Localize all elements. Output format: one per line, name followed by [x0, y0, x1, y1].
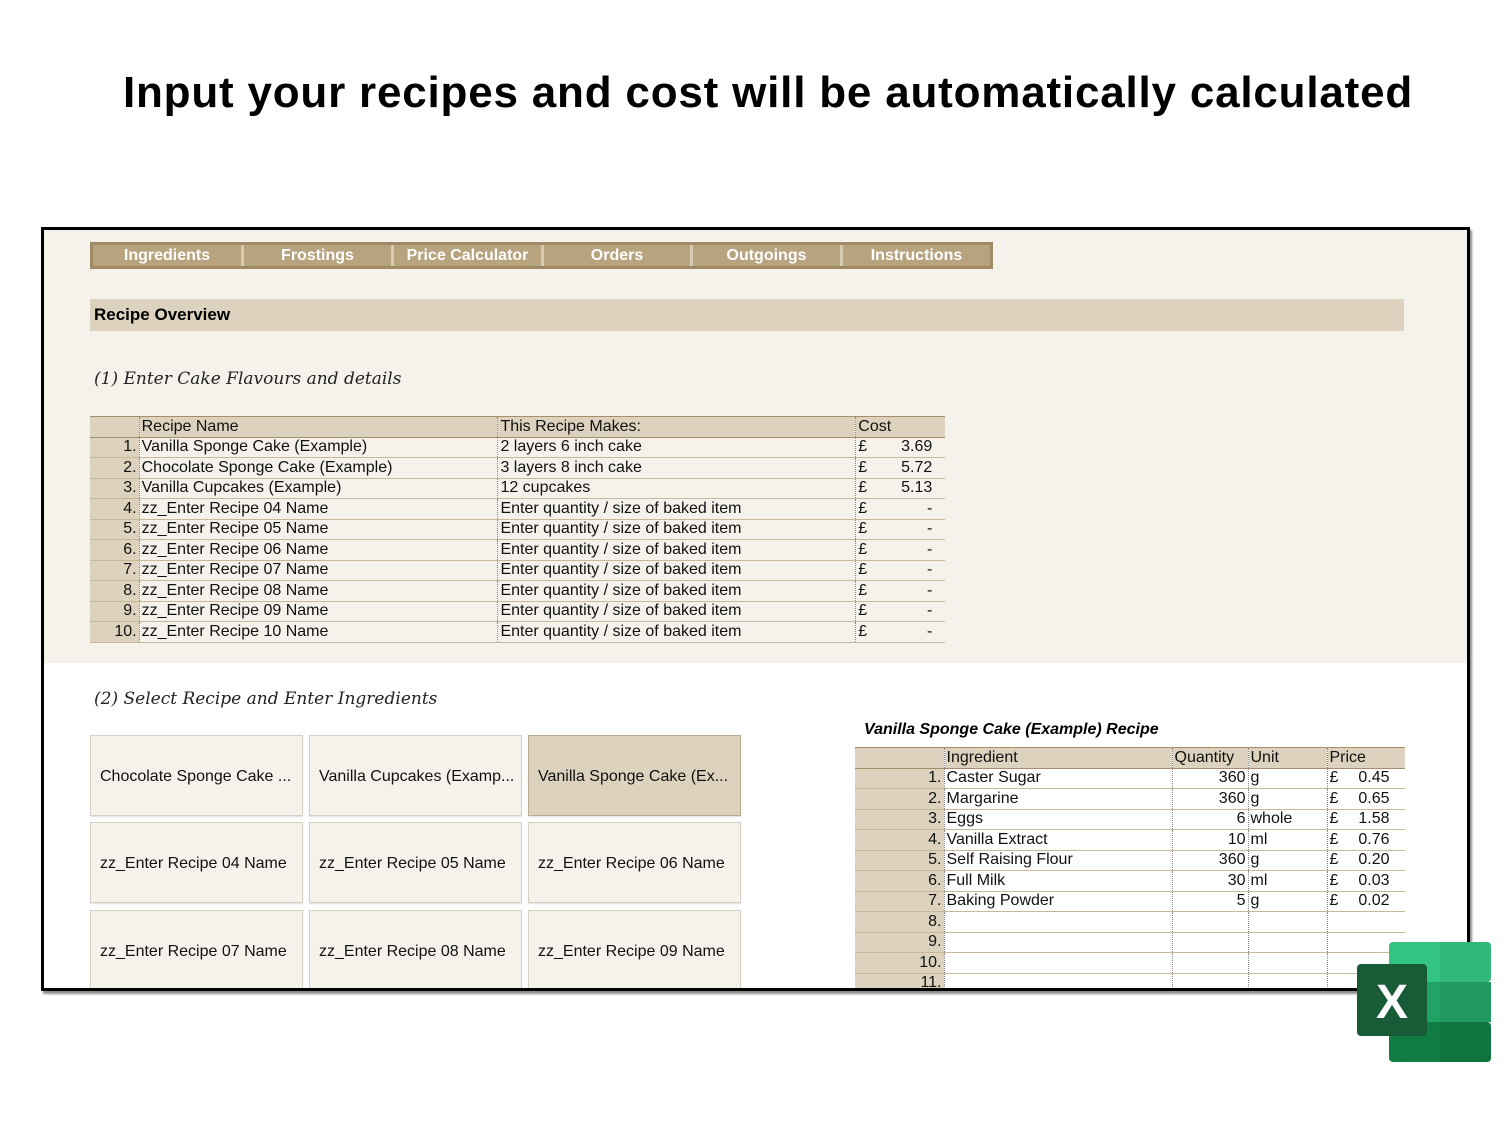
recipe-tile[interactable]: zz_Enter Recipe 06 Name — [528, 822, 741, 903]
row-number: 7. — [90, 560, 139, 581]
quantity-cell[interactable] — [1172, 912, 1248, 933]
cost-value: - — [926, 602, 933, 620]
recipe-name-cell[interactable]: Chocolate Sponge Cake (Example) — [139, 458, 498, 479]
unit-cell[interactable] — [1248, 912, 1327, 933]
row-number: 6. — [90, 540, 139, 561]
row-number: 3. — [90, 478, 139, 499]
recipe-tile[interactable]: Chocolate Sponge Cake ... — [90, 735, 303, 816]
ingredient-cell[interactable] — [944, 953, 1172, 974]
quantity-cell[interactable] — [1172, 932, 1248, 953]
spreadsheet-window — [41, 227, 1470, 991]
row-number: 2. — [855, 789, 944, 810]
price-cell — [1327, 891, 1405, 912]
table-row — [90, 581, 945, 602]
ingredient-cell[interactable]: Caster Sugar — [944, 768, 1172, 789]
recipe-makes-cell[interactable]: 2 layers 6 inch cake — [498, 437, 856, 458]
header-ingredient: Ingredient — [944, 748, 1172, 769]
recipe-makes-cell[interactable]: 3 layers 8 inch cake — [498, 458, 856, 479]
recipe-name-cell[interactable]: zz_Enter Recipe 08 Name — [139, 581, 498, 602]
recipe-tile[interactable]: zz_Enter Recipe 05 Name — [309, 822, 522, 903]
sheet-navigation — [90, 242, 993, 269]
row-number: 10. — [855, 953, 944, 974]
recipe-cost-cell — [856, 437, 945, 458]
selected-recipe-title: Vanilla Sponge Cake (Example) Recipe — [864, 721, 1159, 738]
price-cell — [1327, 789, 1405, 810]
table-row — [855, 850, 1405, 871]
unit-cell[interactable]: g — [1248, 850, 1327, 871]
quantity-cell[interactable] — [1172, 973, 1248, 991]
table-row — [90, 478, 945, 499]
currency-symbol: £ — [858, 458, 868, 476]
nav-button-ingredients[interactable]: Ingredients — [93, 245, 244, 266]
excel-logo-icon — [1357, 942, 1491, 1062]
price-cell — [1327, 850, 1405, 871]
table-row — [855, 953, 1405, 974]
quantity-cell[interactable]: 6 — [1172, 809, 1248, 830]
ingredient-cell[interactable]: Self Raising Flour — [944, 850, 1172, 871]
cost-value: - — [926, 622, 933, 640]
currency-symbol: £ — [858, 561, 868, 579]
price-cell — [1327, 912, 1405, 933]
table-row — [90, 519, 945, 540]
recipe-tile[interactable]: Vanilla Cupcakes (Examp... — [309, 735, 522, 816]
recipe-tile[interactable]: zz_Enter Recipe 07 Name — [90, 910, 303, 991]
currency-symbol: £ — [1329, 810, 1339, 828]
header-unit: Unit — [1248, 748, 1327, 769]
recipe-tile[interactable]: zz_Enter Recipe 09 Name — [528, 910, 741, 991]
nav-button-price-calculator[interactable]: Price Calculator — [394, 245, 544, 266]
ingredient-cell[interactable]: Vanilla Extract — [944, 830, 1172, 851]
nav-button-instructions[interactable]: Instructions — [843, 245, 990, 266]
currency-symbol: £ — [1329, 769, 1339, 787]
unit-cell[interactable] — [1248, 973, 1327, 991]
section-title: Recipe Overview — [90, 299, 1404, 331]
cost-value: - — [926, 520, 933, 538]
recipe-tile[interactable]: zz_Enter Recipe 08 Name — [309, 910, 522, 991]
unit-cell[interactable] — [1248, 953, 1327, 974]
cost-value: 5.72 — [901, 458, 933, 476]
currency-symbol: £ — [1329, 892, 1339, 910]
quantity-cell[interactable]: 360 — [1172, 789, 1248, 810]
table-row — [855, 973, 1405, 991]
quantity-cell[interactable] — [1172, 953, 1248, 974]
price-value: 0.20 — [1358, 851, 1390, 869]
row-number: 8. — [90, 581, 139, 602]
currency-symbol: £ — [858, 581, 868, 599]
price-value: 0.65 — [1358, 789, 1390, 807]
row-number: 8. — [855, 912, 944, 933]
table-row — [90, 622, 945, 643]
row-number: 1. — [90, 437, 139, 458]
nav-button-orders[interactable]: Orders — [544, 245, 693, 266]
currency-symbol: £ — [1329, 871, 1339, 889]
table-row — [90, 437, 945, 458]
recipe-makes-cell[interactable]: Enter quantity / size of baked item — [498, 622, 856, 643]
recipe-cost-cell — [856, 499, 945, 520]
unit-cell[interactable] — [1248, 932, 1327, 953]
recipe-cost-cell — [856, 622, 945, 643]
recipe-tile[interactable]: Vanilla Sponge Cake (Ex... — [528, 735, 741, 816]
row-number: 9. — [90, 601, 139, 622]
ingredient-cell[interactable] — [944, 912, 1172, 933]
unit-cell[interactable]: ml — [1248, 871, 1327, 892]
table-row — [855, 891, 1405, 912]
recipe-name-cell[interactable]: zz_Enter Recipe 09 Name — [139, 601, 498, 622]
table-row — [855, 932, 1405, 953]
row-number: 4. — [855, 830, 944, 851]
recipe-cost-cell — [856, 601, 945, 622]
cost-value: 5.13 — [901, 479, 933, 497]
recipe-overview-table — [90, 416, 945, 643]
nav-button-outgoings[interactable]: Outgoings — [693, 245, 843, 266]
ingredient-cell[interactable] — [944, 973, 1172, 991]
table-row — [855, 789, 1405, 810]
header-recipe-makes: This Recipe Makes: — [498, 417, 856, 438]
recipe-name-cell[interactable]: Vanilla Sponge Cake (Example) — [139, 437, 498, 458]
row-number-header — [855, 748, 944, 769]
quantity-cell[interactable]: 30 — [1172, 871, 1248, 892]
recipe-cost-cell — [856, 458, 945, 479]
unit-cell[interactable]: g — [1248, 891, 1327, 912]
currency-symbol: £ — [858, 602, 868, 620]
recipe-name-cell[interactable]: zz_Enter Recipe 07 Name — [139, 560, 498, 581]
price-cell — [1327, 809, 1405, 830]
recipe-makes-cell[interactable]: Enter quantity / size of baked item — [498, 601, 856, 622]
currency-symbol: £ — [1329, 851, 1339, 869]
table-row — [90, 540, 945, 561]
recipe-cost-cell — [856, 540, 945, 561]
currency-symbol: £ — [858, 499, 868, 517]
price-value: 0.02 — [1358, 892, 1390, 910]
price-cell — [1327, 830, 1405, 851]
header-cost: Cost — [856, 417, 945, 438]
row-number: 4. — [90, 499, 139, 520]
currency-symbol: £ — [858, 540, 868, 558]
row-number: 6. — [855, 871, 944, 892]
ingredient-cell[interactable] — [944, 932, 1172, 953]
price-value: 0.45 — [1358, 769, 1390, 787]
table-row — [90, 458, 945, 479]
row-number: 7. — [855, 891, 944, 912]
recipe-name-cell[interactable]: zz_Enter Recipe 06 Name — [139, 540, 498, 561]
header-price: Price — [1327, 748, 1405, 769]
recipe-name-cell[interactable]: zz_Enter Recipe 04 Name — [139, 499, 498, 520]
currency-symbol: £ — [858, 622, 868, 640]
currency-symbol: £ — [1329, 830, 1339, 848]
quantity-cell[interactable]: 10 — [1172, 830, 1248, 851]
currency-symbol: £ — [1329, 789, 1339, 807]
recipe-makes-cell[interactable]: Enter quantity / size of baked item — [498, 560, 856, 581]
recipe-cost-cell — [856, 478, 945, 499]
ingredient-cell[interactable]: Margarine — [944, 789, 1172, 810]
excel-logo-letter: X — [1375, 976, 1409, 1029]
recipe-cost-cell — [856, 519, 945, 540]
unit-cell[interactable]: g — [1248, 789, 1327, 810]
currency-symbol: £ — [858, 479, 868, 497]
ingredient-table — [855, 747, 1405, 991]
header-recipe-name: Recipe Name — [139, 417, 498, 438]
unit-cell[interactable]: ml — [1248, 830, 1327, 851]
row-number: 5. — [90, 519, 139, 540]
currency-symbol: £ — [858, 520, 868, 538]
table-row — [90, 601, 945, 622]
recipe-tile[interactable]: zz_Enter Recipe 04 Name — [90, 822, 303, 903]
cost-value: - — [926, 581, 933, 599]
quantity-cell[interactable]: 360 — [1172, 850, 1248, 871]
nav-button-frostings[interactable]: Frostings — [244, 245, 394, 266]
cost-value: - — [926, 561, 933, 579]
recipe-name-cell[interactable]: Vanilla Cupcakes (Example) — [139, 478, 498, 499]
table-header-row — [855, 748, 1405, 769]
recipe-makes-cell[interactable]: Enter quantity / size of baked item — [498, 519, 856, 540]
table-row — [855, 871, 1405, 892]
row-number: 1. — [855, 768, 944, 789]
row-number: 10. — [90, 622, 139, 643]
header-quantity: Quantity — [1172, 748, 1248, 769]
table-header-row — [90, 417, 945, 438]
price-value: 0.03 — [1358, 871, 1390, 889]
row-number: 3. — [855, 809, 944, 830]
quantity-cell[interactable]: 360 — [1172, 768, 1248, 789]
table-row — [855, 768, 1405, 789]
recipe-name-cell[interactable]: zz_Enter Recipe 10 Name — [139, 622, 498, 643]
recipe-makes-cell[interactable]: Enter quantity / size of baked item — [498, 540, 856, 561]
cost-value: 3.69 — [901, 438, 933, 456]
price-value: 0.76 — [1358, 830, 1390, 848]
table-row — [90, 560, 945, 581]
table-row — [90, 499, 945, 520]
ingredient-cell[interactable]: Eggs — [944, 809, 1172, 830]
recipe-cost-cell — [856, 581, 945, 602]
cost-value: - — [926, 499, 933, 517]
headline: Input your recipes and cost will be automatically calculated — [122, 68, 1414, 117]
recipe-makes-cell[interactable]: 12 cupcakes — [498, 478, 856, 499]
recipe-cost-cell — [856, 560, 945, 581]
price-cell — [1327, 768, 1405, 789]
quantity-cell[interactable]: 5 — [1172, 891, 1248, 912]
recipe-name-cell[interactable]: zz_Enter Recipe 05 Name — [139, 519, 498, 540]
cost-value: - — [926, 540, 933, 558]
row-number: 2. — [90, 458, 139, 479]
currency-symbol: £ — [858, 438, 868, 456]
ingredient-cell[interactable]: Baking Powder — [944, 891, 1172, 912]
row-number: 11. — [855, 973, 944, 991]
step1-title: (1) Enter Cake Flavours and details — [94, 369, 402, 389]
table-row — [855, 809, 1405, 830]
row-number-header — [90, 417, 139, 438]
price-cell — [1327, 871, 1405, 892]
table-row — [855, 912, 1405, 933]
step2-title: (2) Select Recipe and Enter Ingredients — [94, 689, 438, 709]
ingredient-cell[interactable]: Full Milk — [944, 871, 1172, 892]
unit-cell[interactable]: g — [1248, 768, 1327, 789]
unit-cell[interactable]: whole — [1248, 809, 1327, 830]
row-number: 9. — [855, 932, 944, 953]
recipe-makes-cell[interactable]: Enter quantity / size of baked item — [498, 581, 856, 602]
recipe-makes-cell[interactable]: Enter quantity / size of baked item — [498, 499, 856, 520]
row-number: 5. — [855, 850, 944, 871]
price-value: 1.58 — [1358, 810, 1390, 828]
table-row — [855, 830, 1405, 851]
